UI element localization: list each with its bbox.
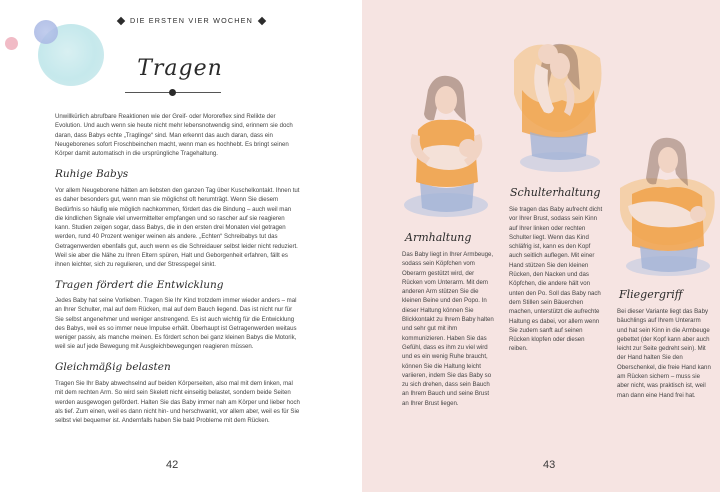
illustration-fliegergriff	[612, 134, 720, 280]
subheading-entwicklung: Tragen fördert die Entwicklung	[55, 279, 224, 291]
page-number-right: 43	[543, 459, 556, 471]
right-page	[362, 0, 720, 492]
subheading-ruhige-babys: Ruhige Babys	[55, 168, 129, 180]
page-number-left: 42	[166, 459, 179, 471]
caption-title-armhaltung: Armhaltung	[405, 231, 472, 244]
caption-text-schulterhaltung: Sie tragen das Baby aufrecht dicht vor Ihrer Brust, sodass sein Kinn auf Ihrer linken oder rechten Schulter liegt. Wenn das Kind schläfrig ist, kann es den Kopf auch seitlich auflegen. Mit einer Hand stützen Sie den kleinen Rücken, den Nacken und das Köpfchen, die andere hält von unten den Po. Soll das Baby nach dem Stillen sein Bäuerchen machen, unterstützt die aufrechte Haltung es dabei, vor allem wenn Sie zudem sanft auf seinen Rücken klopfen oder diesen reiben.	[509, 206, 603, 353]
paragraph-entwicklung: Jedes Baby hat seine Vorlieben. Tragen Sie Ihr Kind trotzdem immer wieder anders – mal an Ihrer Schulter, mal auf dem Rücken, mal auf dem Bauch liegend. Das ist nicht nur für Sie selbst angenehmer und weniger anstrengend. Es ist auch wichtig für die Entwicklung des Babys, weil es so immer neue Impulse erhält. Überhaupt ist Getragenwerden weitaus weniger passiv, als manche meinen. Es fördert schon bei ganz kleinen Babys die Motorik, weil sie auf jede Bewegung mit Ausgleichbewegungen reagieren müssen.	[55, 297, 297, 351]
diamond-icon	[258, 16, 266, 24]
intro-paragraph: Unwillkürlich abrufbare Reaktionen wie der Greif- oder Mororeflex sind Relikte der Evolution. Und auch wenn sie heute nicht mehr lebensnotwendig sind, erinnern sie doch daran, dass Babys echte „Traglinge“ sind. Man erkennt das auch daran, dass ein Neugeborenes sofort Froschbeinchen macht, wenn man es hochhebt. Es bringt seinen Körper damit automatisch in die ursprüngliche Tragehaltung.	[55, 113, 293, 158]
illustration-schulterhaltung	[508, 20, 608, 180]
paragraph-gleichmaessig: Tragen Sie Ihr Baby abwechselnd auf beiden Körperseiten, also mal mit dem linken, mal mit dem rechten Arm. So wird sein Skelett nicht einseitig belastet, sondern beide Seiten werden ausgewogen gefördert. Halten Sie das Baby immer nah am Körper und lieber hoch als tief. Zum einen, weil es dann nicht hin- und herschwankt, vor allem aber, weil es für Sie selbst viel bequemer ist. Andernfalls haben Sie bald Probleme mit dem Rücken.	[55, 380, 300, 425]
subheading-gleichmaessig: Gleichmäßig belasten	[55, 361, 171, 373]
caption-title-schulterhaltung: Schulterhaltung	[510, 186, 601, 199]
watercolor-circle-pink	[5, 37, 18, 50]
diamond-icon	[117, 16, 125, 24]
caption-text-armhaltung: Das Baby liegt in Ihrer Armbeuge, sodass sein Köpfchen vom Oberarm gestützt wird, der Rücken vom Unterarm. Mit dem anderen Arm stützen Sie die kleinen Beine und den Popo. In dieser Haltung können Sie Blickkontakt zu Ihrem Baby halten und sehr gut mit ihm kommunizieren. Haben Sie das Gefühl, dass es ihm zu viel wird und es ein wenig Ruhe braucht, können Sie die Haltung leicht variieren, indem Sie das Baby so zu sich drehen, dass sein Bauch an Ihrem Bauch und seine Brust an Ihrer Brust liegen.	[402, 251, 494, 407]
section-label: DIE ERSTEN VIER WOCHEN	[130, 16, 254, 25]
watercolor-circle-blue	[34, 20, 58, 44]
illustration-armhaltung	[398, 70, 498, 220]
section-header	[118, 16, 265, 25]
title-divider-dot	[169, 89, 176, 96]
caption-text-fliegergriff: Bei dieser Variante liegt das Baby bäuchlings auf Ihrem Unterarm und hat sein Kinn in die Armbeuge gebettet (der Kopf kann aber auch leicht zur Seite gedreht sein). Mit der Hand halten Sie den Oberschenkel, die freie Hand kann am Rücken sichern – muss sie aber nicht, was praktisch ist, weil man dann eine Hand frei hat.	[617, 308, 711, 399]
page-title: Tragen	[137, 56, 223, 81]
paragraph-ruhige-babys: Vor allem Neugeborene hätten am liebsten den ganzen Tag über Kuschelkontakt. Ihnen tut es daher besonders gut, wenn man sie möglichst oft herumträgt. Wenn Sie diesem Bedürfnis so häufig wie möglich nachkommen, fördert das die Bindung – auch weil man die kindlichen Signale viel unvermittelter empfangen und so rascher auf sie reagieren kann. Studien zeigen sogar, dass Babys, die in den ersten drei Monaten viel getragen werden, rund 40 Prozent weniger weinen als andere. „Echten“ Schreibabys tut das Getragenwerden ebenfalls gut, auch wenn es die Schreidauer selbst leider nicht reduziert. Weil sie aber die Nähe zu Ihren Eltern spüren, Halt und Geborgenheit erfahren, fällt es ihnen leichter, sich zu regulieren, und der Stresspegel sinkt.	[55, 187, 300, 269]
caption-title-fliegergriff: Fliegergriff	[619, 288, 683, 301]
